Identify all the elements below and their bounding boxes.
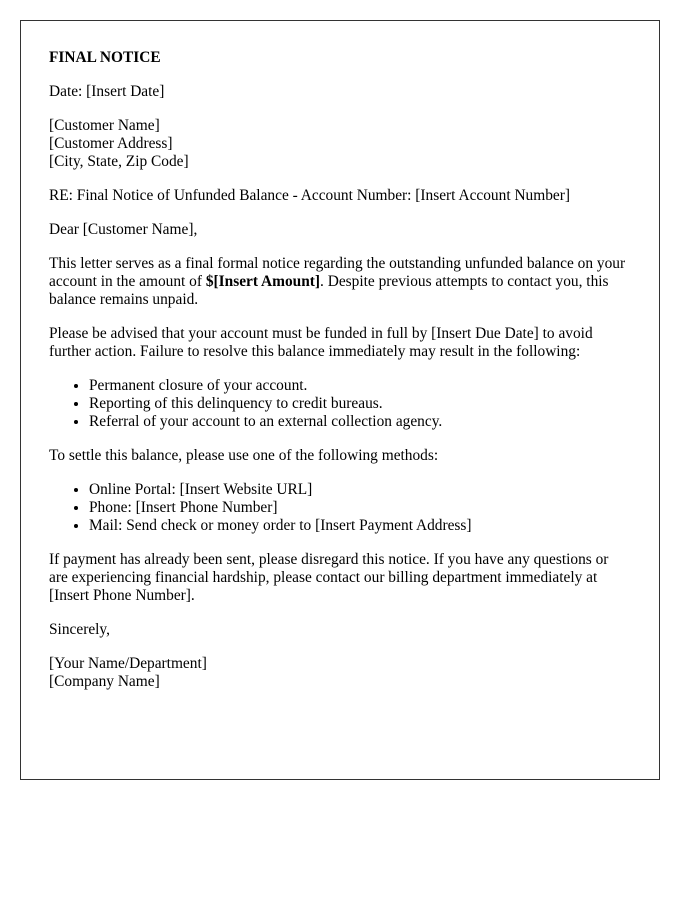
consequence-item: • Permanent closure of your account. <box>89 377 631 395</box>
notice-title: FINAL NOTICE <box>49 49 161 66</box>
payment-method-item: • Mail: Send check or money order to [Insert Payment Address] <box>89 517 631 535</box>
consequences-list <box>49 377 631 431</box>
recipient-city-state-zip: [City, State, Zip Code] <box>49 153 189 170</box>
date-line: Date: [Insert Date] <box>49 83 165 100</box>
signature-name-department: [Your Name/Department] <box>49 655 207 672</box>
paragraph-balance-after: . Despite previous attempts to contact you, this balance remains unpaid. <box>49 273 609 308</box>
amount-placeholder: $[Insert Amount] <box>205 273 321 290</box>
consequence-item: • Reporting of this delinquency to credit bureaus. <box>89 395 631 413</box>
closing-paragraph: If payment has already been sent, please disregard this notice. If you have any questions or are experiencing financial hardship, please contact our billing department immediately at [Insert Phone Number]. <box>49 551 609 604</box>
subject-line: RE: Final Notice of Unfunded Balance - Account Number: [Insert Account Number] <box>49 187 570 204</box>
recipient-name: [Customer Name] <box>49 117 160 134</box>
signature-company: [Company Name] <box>49 673 160 690</box>
valediction: Sincerely, <box>49 621 110 638</box>
paragraph-due-date: Please be advised that your account must be funded in full by [Insert Due Date] to avoid further action. Failure to resolve this balance immediately may result in the following: <box>49 325 593 360</box>
payment-method-item: • Phone: [Insert Phone Number] <box>89 499 631 517</box>
payment-method-item: • Online Portal: [Insert Website URL] <box>89 481 631 499</box>
recipient-block <box>49 117 631 171</box>
signature-block <box>49 655 631 691</box>
paragraph-balance <box>49 255 631 309</box>
paragraph-balance-before: This letter serves as a final formal notice regarding the outstanding unfunded balance on your account in the amount of <box>49 255 626 290</box>
salutation: Dear [Customer Name], <box>49 221 198 238</box>
methods-intro: To settle this balance, please use one of the following methods: <box>49 447 439 464</box>
payment-methods-list <box>49 481 631 535</box>
consequence-item: • Referral of your account to an external collection agency. <box>89 413 631 431</box>
recipient-address: [Customer Address] <box>49 135 173 152</box>
notice-letter <box>20 20 660 780</box>
